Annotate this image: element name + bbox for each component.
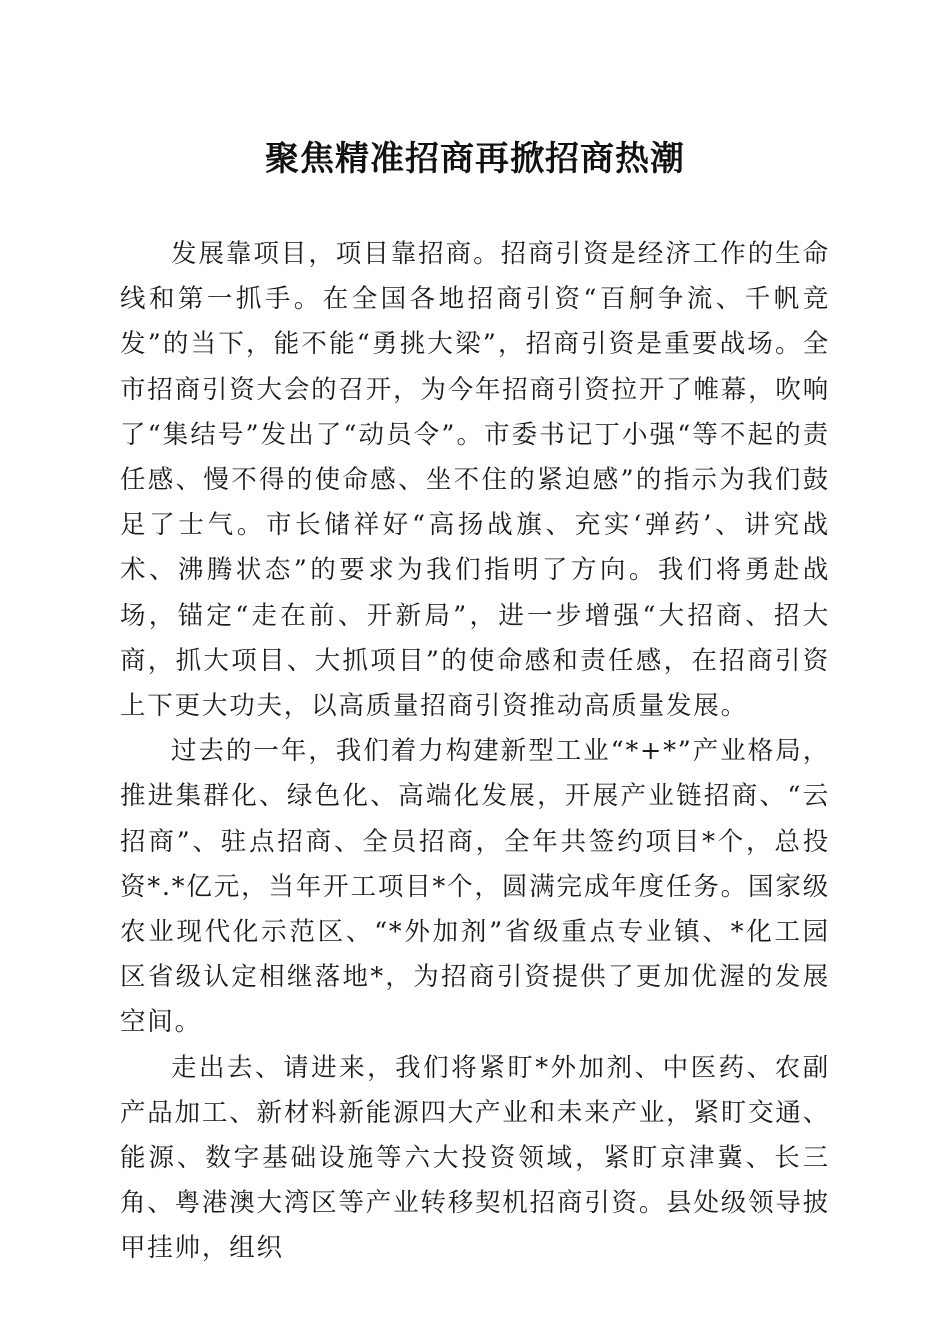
document-title: 聚焦精准招商再掀招商热潮 bbox=[265, 139, 685, 179]
paragraph: 发展靠项目，项目靠招商。招商引资是经济工作的生命线和第一抓手。在全国各地招商引资“百舸争流、千帆竞发”的当下，能不能“勇挑大梁”，招商引资是重要战场。全市招商引资大会的召开，为今年招商引资拉开了帷幕，吹响了“集结号”发出了“动员令”。市委书记丁小强“等不起的责任感、慢不得的使命感、坐不住的紧迫感”的指示为我们鼓足了士气。市长储祥好“高扬战旗、充实‘弹药’、讲究战术、沸腾状态”的要求为我们指明了方向。我们将勇赴战场，锚定“走在前、开新局”，进一步增强“大招商、招大商，抓大项目、大抓项目”的使命感和责任感，在招商引资上下更大功夫，以高质量招商引资推动高质量发展。 bbox=[120, 239, 830, 722]
document-body bbox=[120, 232, 830, 1272]
paragraph: 过去的一年，我们着力构建新型工业“*+*”产业格局，推进集群化、绿色化、高端化发展，开展产业链招商、“云招商”、驻点招商、全员招商，全年共签约项目*个，总投资*.*亿元，当年开工项目*个，圆满完成年度任务。国家级农业现代化示范区、“*外加剂”省级重点专业镇、*化工园区省级认定相继落地*，为招商引资提供了更加优渥的发展空间。 bbox=[120, 736, 830, 1038]
paragraph: 走出去、请进来，我们将紧盯*外加剂、中医药、农副产品加工、新材料新能源四大产业和未来产业，紧盯交通、能源、数字基础设施等六大投资领域，紧盯京津冀、长三角、粤港澳大湾区等产业转移契机招商引资。县处级领导披甲挂帅，组织 bbox=[120, 1052, 830, 1264]
